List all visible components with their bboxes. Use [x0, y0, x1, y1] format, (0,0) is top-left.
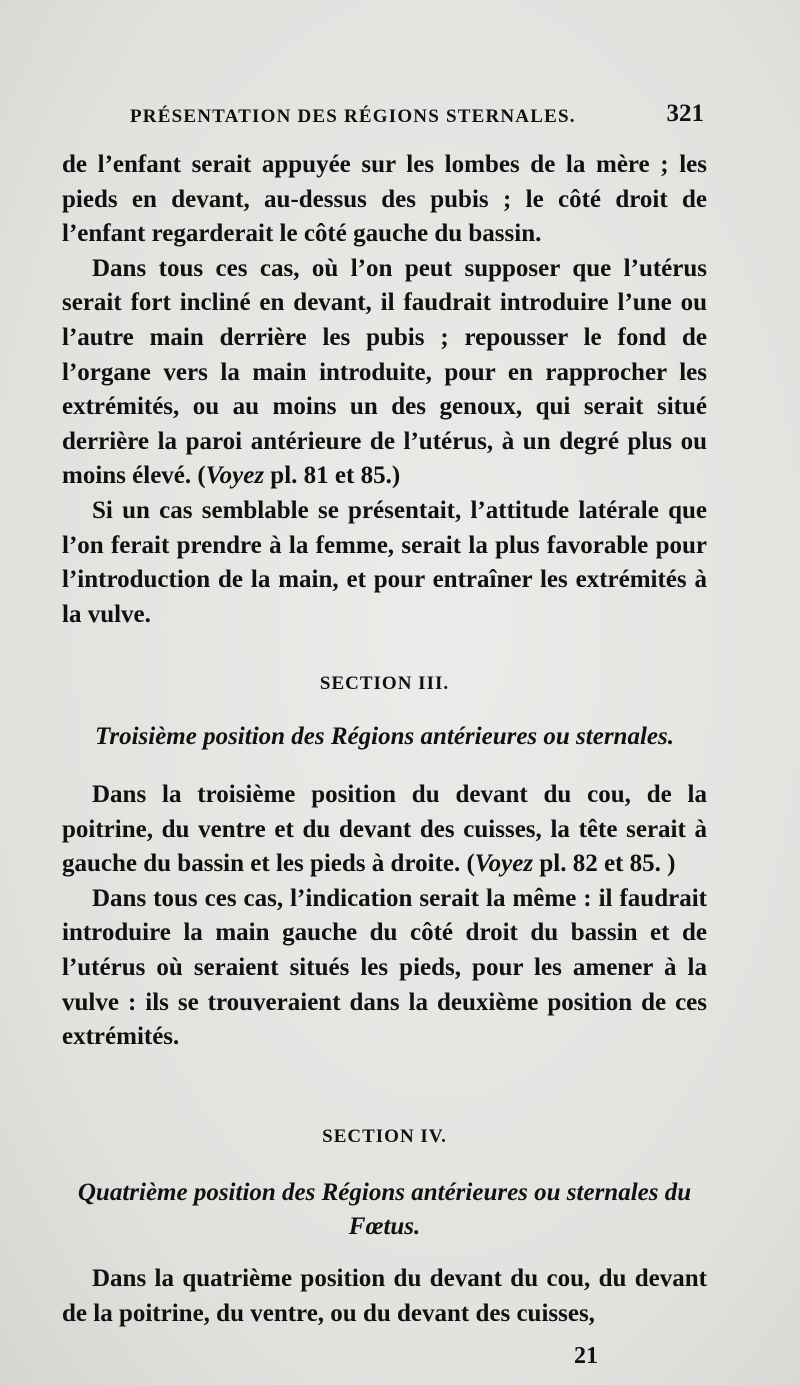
section-title: Troisième position des Régions antérieures ou sternales.: [95, 723, 674, 750]
section-label: SECTION IV.: [322, 1126, 447, 1147]
page-number: 321: [666, 100, 704, 127]
paragraph-text: pl. 81 et 85.): [264, 462, 401, 490]
signature-mark: 21: [574, 1343, 598, 1369]
paragraph: [62, 252, 707, 494]
paragraph: de l’enfant serait appuyée sur les lombes de la mère ; les pieds en devant, au-dessus des pubis ; le côté droit de l’enfant regarderait le côté gauche du bassin.: [62, 151, 707, 248]
paragraph: [62, 778, 707, 882]
paragraph-text: pl. 82 et 85. ): [533, 850, 676, 878]
paragraph-text: Dans tous ces cas, où l’on peut supposer que l’utérus serait fort incliné en devant, il faudrait introduire l’une ou l’autre main derrière les pubis ; repousser le fond de l’organe vers la main introduite, pour en rapprocher les extrémités, ou au moins un des genoux, qui serait situé derrière la paroi antérieure de l’utérus, à un degré plus ou moins élevé. (: [62, 254, 707, 490]
text-block-2: [62, 778, 707, 1055]
running-header: [130, 100, 704, 136]
voyez-reference: Voyez: [474, 850, 534, 878]
voyez-reference: Voyez: [205, 462, 265, 490]
text-block-3: [62, 1262, 707, 1331]
section-title: Quatrième position des Régions antérieures ou sternales du Fœtus.: [77, 1179, 692, 1240]
section-label: SECTION III.: [319, 673, 450, 694]
paragraph: Dans la quatrième position du devant du cou, du devant de la poitrine, du ventre, ou du devant des cuisses,: [62, 1265, 707, 1327]
text-block-1: [62, 148, 707, 632]
paragraph-text: Dans la troisième position du devant du cou, de la poitrine, du ventre et du devant des cuisses, la tête serait à gauche du bassin et les pieds à droite. (: [62, 781, 707, 878]
running-title: PRÉSENTATION DES RÉGIONS STERNALES.: [130, 106, 576, 127]
paragraph: Dans tous ces cas, l’indication serait la même : il faudrait introduire la main gauche du côté droit du bassin et de l’utérus où seraient situés les pieds, pour les amener à la vulve : ils se trouveraient dans la deuxième position de ces extrémités.: [62, 884, 707, 1051]
paragraph: Si un cas semblable se présentait, l’attitude latérale que l’on ferait prendre à la femme, serait la plus favorable pour l’introduction de la main, et pour entraîner les extrémités à la vulve.: [62, 496, 707, 628]
